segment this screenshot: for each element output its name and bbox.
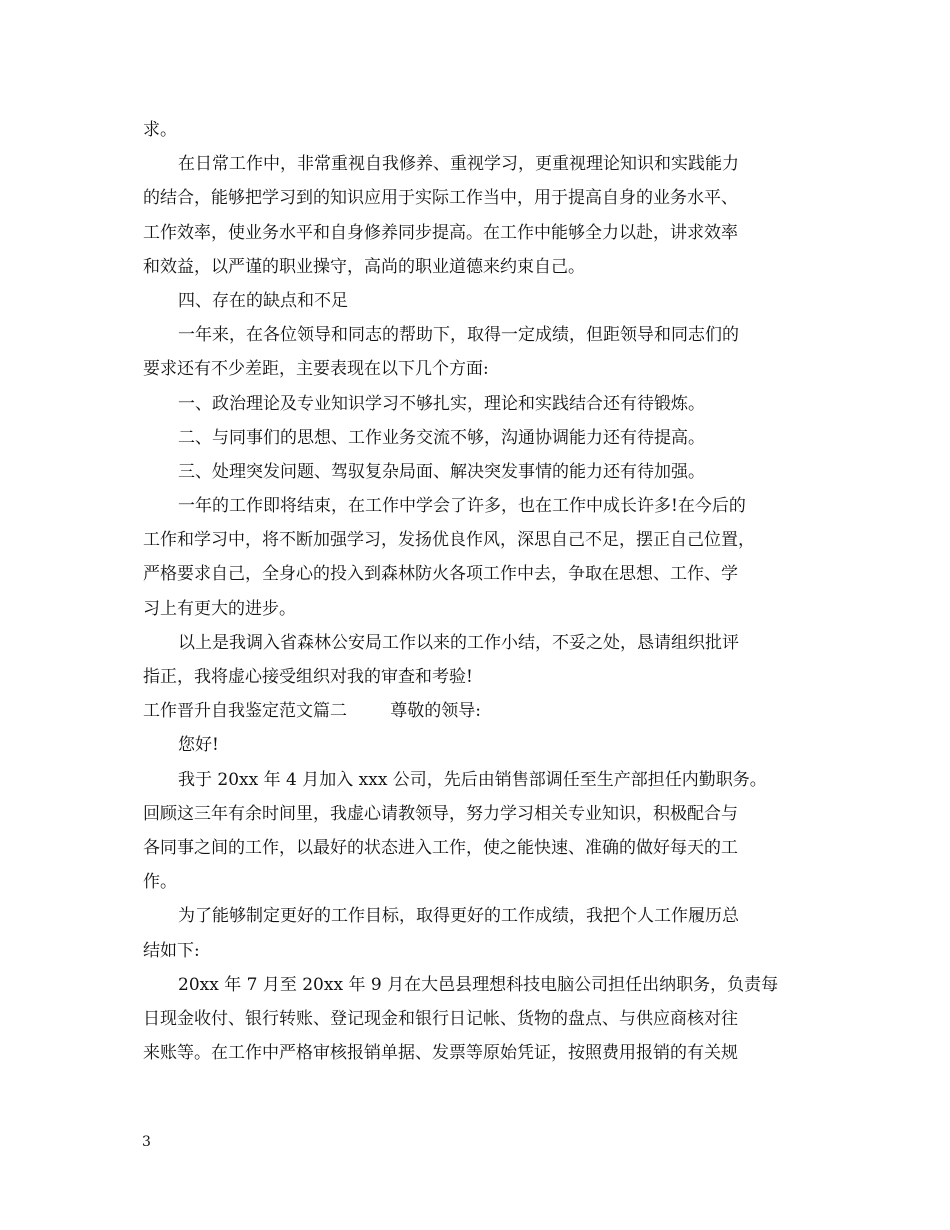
text-line: 为了能够制定更好的工作目标，取得更好的工作成绩，我把个人工作履历总	[178, 906, 739, 927]
text-line: 回顾这三年有余时间里，我虚心请教领导，努力学习相关专业知识，积极配合与	[143, 803, 738, 824]
text-line: 工作和学习中，将不断加强学习，发扬优良作风，深思自己不足，摆正自己位置，	[143, 530, 755, 551]
text-line: 结如下:	[143, 940, 200, 961]
article-heading: 工作晋升自我鉴定范文篇二 尊敬的领导:	[143, 701, 481, 722]
text-line: 在日常工作中，非常重视自我修养、重视学习，更重视理论知识和实践能力	[178, 154, 739, 175]
text-line: 工作效率，使业务水平和自身修养同步提高。在工作中能够全力以赴，讲求效率	[143, 222, 738, 243]
text-line: 求。	[143, 120, 177, 140]
text-line: 来账等。在工作中严格审核报销单据、发票等原始凭证，按照费用报销的有关规	[143, 1043, 738, 1064]
list-item: 二、与同事们的思想、工作业务交流不够，沟通协调能力还有待提高。	[178, 427, 705, 448]
text-line: 一年的工作即将结束，在工作中学会了许多，也在工作中成长许多!在今后的	[178, 496, 746, 517]
text-line: 我于 20xx 年 4 月加入 xxx 公司，先后由销售部调任至生产部担任内勤职务。	[178, 769, 767, 790]
text-line: 严格要求自己，全身心的投入到森林防火各项工作中去，争取在思想、工作、学	[143, 564, 738, 585]
text-line: 日现金收付、银行转账、登记现金和银行日记帐、货物的盘点、与供应商核对往	[143, 1008, 738, 1029]
text-line: 和效益，以严谨的职业操守，高尚的职业道德来约束自己。	[143, 256, 585, 277]
list-item: 三、处理突发问题、驾驭复杂局面、解决突发事情的能力还有待加强。	[178, 461, 705, 482]
text-line: 要求还有不少差距，主要表现在以下几个方面:	[143, 359, 489, 380]
text-line: 习上有更大的进步。	[143, 598, 296, 619]
page-number: 3	[142, 1134, 151, 1150]
text-line: 以上是我调入省森林公安局工作以来的工作小结，不妥之处，恳请组织批评	[178, 632, 739, 653]
text-line: 各同事之间的工作，以最好的状态进入工作，使之能快速、准确的做好每天的工	[143, 837, 738, 858]
text-line: 的结合，能够把学习到的知识应用于实际工作当中，用于提高自身的业务水平、	[143, 188, 738, 209]
text-line: 指正，我将虚心接受组织对我的审查和考验!	[143, 667, 473, 687]
list-item: 一、政治理论及专业知识学习不够扎实，理论和实践结合还有待锻炼。	[178, 393, 705, 414]
body-text	[143, 113, 811, 1070]
text-line: 一年来，在各位领导和同志的帮助下，取得一定成绩，但距领导和同志们的	[178, 325, 739, 346]
text-line: 20xx 年 7 月至 20xx 年 9 月在大邑县理想科技电脑公司担任出纳职务，负责每	[178, 974, 779, 995]
text-line: 作。	[143, 872, 177, 893]
section-heading: 四、存在的缺点和不足	[178, 290, 348, 311]
greeting: 您好!	[178, 735, 219, 756]
